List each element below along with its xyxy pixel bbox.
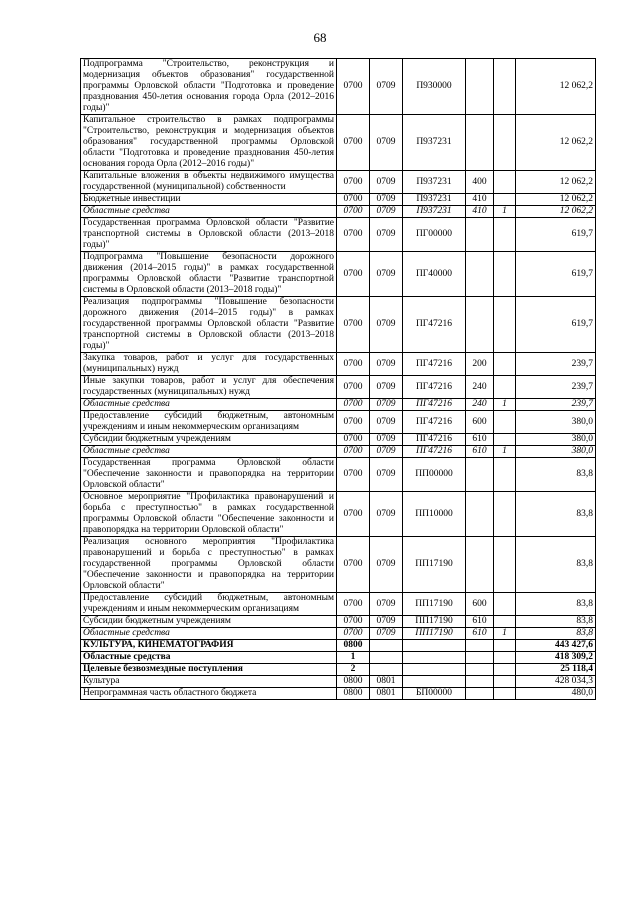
cell-section: 0700 bbox=[337, 458, 370, 492]
cell-amount: 239,7 bbox=[516, 399, 596, 411]
cell-amount: 83,8 bbox=[516, 458, 596, 492]
cell-target-article: ПП10000 bbox=[403, 492, 466, 537]
cell-section: 0700 bbox=[337, 628, 370, 640]
cell-source bbox=[494, 593, 516, 616]
cell-subsection: 0709 bbox=[370, 59, 403, 115]
cell-source bbox=[494, 59, 516, 115]
cell-subsection: 0709 bbox=[370, 376, 403, 399]
cell-amount: 12 062,2 bbox=[516, 194, 596, 206]
cell-source: 1 bbox=[494, 206, 516, 218]
table-row bbox=[81, 411, 596, 434]
cell-section: 0700 bbox=[337, 194, 370, 206]
cell-section: 0700 bbox=[337, 446, 370, 458]
cell-target-article: ПП00000 bbox=[403, 458, 466, 492]
cell-source bbox=[494, 652, 516, 664]
cell-expense-type: 240 bbox=[466, 376, 494, 399]
cell-name: Областные средства bbox=[81, 628, 337, 640]
cell-source bbox=[494, 376, 516, 399]
cell-name: Областные средства bbox=[81, 206, 337, 218]
cell-target-article bbox=[403, 640, 466, 652]
cell-target-article: ПП17190 bbox=[403, 628, 466, 640]
cell-source: 1 bbox=[494, 628, 516, 640]
cell-subsection: 0709 bbox=[370, 252, 403, 297]
cell-expense-type bbox=[466, 218, 494, 252]
cell-section: 0800 bbox=[337, 676, 370, 688]
table-row bbox=[81, 218, 596, 252]
cell-section: 0700 bbox=[337, 252, 370, 297]
cell-name: Непрограммная часть областного бюджета bbox=[81, 688, 337, 700]
cell-section: 0700 bbox=[337, 206, 370, 218]
cell-target-article: ПГ47216 bbox=[403, 376, 466, 399]
cell-name: Реализация подпрограммы "Повышение безопасности дорожного движения (2014–2015 годы)" в рамках государственной программы Орловской области "Развитие транспортной системы в Орловской области (2013–2018 годы)" bbox=[81, 297, 337, 353]
cell-source bbox=[494, 616, 516, 628]
cell-expense-type: 200 bbox=[466, 353, 494, 376]
table-row bbox=[81, 434, 596, 446]
cell-subsection: 0709 bbox=[370, 399, 403, 411]
cell-source bbox=[494, 676, 516, 688]
cell-name: Государственная программа Орловской области "Развитие транспортной системы в Орловской области (2013–2018 годы)" bbox=[81, 218, 337, 252]
cell-amount: 418 309,2 bbox=[516, 652, 596, 664]
cell-source bbox=[494, 115, 516, 171]
cell-source bbox=[494, 353, 516, 376]
cell-section: 0700 bbox=[337, 297, 370, 353]
cell-source bbox=[494, 688, 516, 700]
cell-amount: 12 062,2 bbox=[516, 59, 596, 115]
cell-name: Культура bbox=[81, 676, 337, 688]
cell-target-article: ПГ40000 bbox=[403, 252, 466, 297]
cell-amount: 239,7 bbox=[516, 376, 596, 399]
cell-source bbox=[494, 537, 516, 593]
cell-section: 0700 bbox=[337, 376, 370, 399]
cell-subsection: 0709 bbox=[370, 297, 403, 353]
cell-name: Закупка товаров, работ и услуг для государственных (муниципальных) нужд bbox=[81, 353, 337, 376]
table-row bbox=[81, 171, 596, 194]
cell-amount: 428 034,3 bbox=[516, 676, 596, 688]
cell-subsection: 0709 bbox=[370, 194, 403, 206]
cell-name: Капитальные вложения в объекты недвижимого имущества государственной (муниципальной) собственности bbox=[81, 171, 337, 194]
cell-expense-type bbox=[466, 664, 494, 676]
cell-expense-type bbox=[466, 640, 494, 652]
cell-section: 1 bbox=[337, 652, 370, 664]
cell-subsection bbox=[370, 652, 403, 664]
cell-name: Основное мероприятие "Профилактика правонарушений и борьба с преступностью" в рамках государственной программы Орловской области "Обеспечение законности и правопорядка на территории Орловской области" bbox=[81, 492, 337, 537]
table-row bbox=[81, 353, 596, 376]
cell-section: 0700 bbox=[337, 537, 370, 593]
cell-name: Государственная программа Орловской области "Обеспечение законности и правопорядка на территории Орловской области" bbox=[81, 458, 337, 492]
table-row bbox=[81, 492, 596, 537]
cell-subsection: 0709 bbox=[370, 206, 403, 218]
cell-amount: 12 062,2 bbox=[516, 171, 596, 194]
cell-expense-type: 600 bbox=[466, 411, 494, 434]
budget-table bbox=[80, 58, 596, 700]
cell-section: 0700 bbox=[337, 593, 370, 616]
cell-target-article: БП00000 bbox=[403, 688, 466, 700]
cell-subsection bbox=[370, 640, 403, 652]
table-row bbox=[81, 664, 596, 676]
cell-source bbox=[494, 194, 516, 206]
cell-target-article: П937231 bbox=[403, 194, 466, 206]
cell-source bbox=[494, 252, 516, 297]
cell-subsection: 0709 bbox=[370, 616, 403, 628]
cell-target-article: ПГ47216 bbox=[403, 353, 466, 376]
cell-expense-type bbox=[466, 115, 494, 171]
cell-subsection: 0709 bbox=[370, 628, 403, 640]
cell-section: 0700 bbox=[337, 492, 370, 537]
cell-name: Субсидии бюджетным учреждениям bbox=[81, 616, 337, 628]
cell-name: Областные средства bbox=[81, 446, 337, 458]
cell-expense-type: 610 bbox=[466, 628, 494, 640]
table-row bbox=[81, 59, 596, 115]
cell-expense-type: 600 bbox=[466, 593, 494, 616]
table-row bbox=[81, 593, 596, 616]
cell-expense-type: 410 bbox=[466, 206, 494, 218]
cell-source bbox=[494, 171, 516, 194]
cell-amount: 25 118,4 bbox=[516, 664, 596, 676]
cell-subsection: 0709 bbox=[370, 458, 403, 492]
cell-subsection: 0801 bbox=[370, 676, 403, 688]
cell-name: Предоставление субсидий бюджетным, автономным учреждениям и иным некоммерческим организациям bbox=[81, 411, 337, 434]
cell-amount: 619,7 bbox=[516, 297, 596, 353]
cell-amount: 83,8 bbox=[516, 616, 596, 628]
table-row bbox=[81, 458, 596, 492]
cell-subsection: 0709 bbox=[370, 353, 403, 376]
table-row bbox=[81, 376, 596, 399]
cell-amount: 480,0 bbox=[516, 688, 596, 700]
cell-subsection: 0709 bbox=[370, 492, 403, 537]
cell-source bbox=[494, 640, 516, 652]
cell-source bbox=[494, 664, 516, 676]
cell-amount: 380,0 bbox=[516, 434, 596, 446]
table-row bbox=[81, 194, 596, 206]
cell-section: 0700 bbox=[337, 411, 370, 434]
cell-target-article: ПП17190 bbox=[403, 593, 466, 616]
cell-source: 1 bbox=[494, 399, 516, 411]
cell-target-article: ПП17190 bbox=[403, 616, 466, 628]
cell-expense-type: 240 bbox=[466, 399, 494, 411]
cell-expense-type bbox=[466, 59, 494, 115]
table-row bbox=[81, 206, 596, 218]
cell-expense-type bbox=[466, 458, 494, 492]
cell-subsection: 0709 bbox=[370, 537, 403, 593]
cell-subsection: 0709 bbox=[370, 218, 403, 252]
table-row bbox=[81, 399, 596, 411]
cell-section: 0700 bbox=[337, 616, 370, 628]
cell-target-article bbox=[403, 652, 466, 664]
table-row bbox=[81, 640, 596, 652]
table-row bbox=[81, 628, 596, 640]
table-row bbox=[81, 537, 596, 593]
cell-target-article: ПГ47216 bbox=[403, 434, 466, 446]
table-row bbox=[81, 115, 596, 171]
cell-expense-type bbox=[466, 297, 494, 353]
cell-expense-type: 610 bbox=[466, 616, 494, 628]
cell-expense-type: 610 bbox=[466, 446, 494, 458]
cell-amount: 83,8 bbox=[516, 628, 596, 640]
cell-source bbox=[494, 218, 516, 252]
cell-amount: 83,8 bbox=[516, 593, 596, 616]
cell-section: 0700 bbox=[337, 434, 370, 446]
cell-name: Областные средства bbox=[81, 399, 337, 411]
cell-expense-type: 610 bbox=[466, 434, 494, 446]
cell-subsection bbox=[370, 664, 403, 676]
cell-target-article: П937231 bbox=[403, 171, 466, 194]
cell-target-article: ПП17190 bbox=[403, 537, 466, 593]
cell-amount: 443 427,6 bbox=[516, 640, 596, 652]
budget-table-body bbox=[81, 59, 596, 700]
cell-target-article bbox=[403, 664, 466, 676]
cell-section: 2 bbox=[337, 664, 370, 676]
cell-amount: 619,7 bbox=[516, 252, 596, 297]
cell-expense-type bbox=[466, 688, 494, 700]
cell-name: Подпрограмма "Строительство, реконструкция и модернизация объектов образования" государственной программы Орловской области "Подготовка и проведение празднования 450-летия основания города Орла (2012–2016 годы)" bbox=[81, 59, 337, 115]
cell-name: Целевые безвозмездные поступления bbox=[81, 664, 337, 676]
cell-section: 0700 bbox=[337, 59, 370, 115]
cell-target-article bbox=[403, 676, 466, 688]
cell-target-article: ПГ47216 bbox=[403, 411, 466, 434]
cell-amount: 380,0 bbox=[516, 411, 596, 434]
cell-section: 0700 bbox=[337, 353, 370, 376]
cell-target-article: ПГ00000 bbox=[403, 218, 466, 252]
cell-name: Капитальное строительство в рамках подпрограммы "Строительство, реконструкция и модернизация объектов образования" государственной программы Орловской области "Подготовка и проведение празднования 450-летия основания города Орла (2012–2016 годы)" bbox=[81, 115, 337, 171]
cell-subsection: 0709 bbox=[370, 434, 403, 446]
cell-name: Областные средства bbox=[81, 652, 337, 664]
cell-section: 0700 bbox=[337, 115, 370, 171]
cell-target-article: П937231 bbox=[403, 115, 466, 171]
cell-source bbox=[494, 411, 516, 434]
table-row bbox=[81, 297, 596, 353]
table-row bbox=[81, 688, 596, 700]
table-row bbox=[81, 616, 596, 628]
cell-subsection: 0709 bbox=[370, 593, 403, 616]
cell-amount: 83,8 bbox=[516, 537, 596, 593]
cell-target-article: ПГ47216 bbox=[403, 446, 466, 458]
cell-amount: 239,7 bbox=[516, 353, 596, 376]
cell-target-article: ПГ47216 bbox=[403, 297, 466, 353]
cell-name: КУЛЬТУРА, КИНЕМАТОГРАФИЯ bbox=[81, 640, 337, 652]
table-row bbox=[81, 446, 596, 458]
cell-section: 0700 bbox=[337, 399, 370, 411]
cell-section: 0800 bbox=[337, 640, 370, 652]
cell-expense-type bbox=[466, 652, 494, 664]
cell-subsection: 0709 bbox=[370, 115, 403, 171]
cell-expense-type bbox=[466, 252, 494, 297]
cell-amount: 380,0 bbox=[516, 446, 596, 458]
cell-expense-type bbox=[466, 676, 494, 688]
cell-subsection: 0709 bbox=[370, 446, 403, 458]
cell-name: Предоставление субсидий бюджетным, автономным учреждениям и иным некоммерческим организациям bbox=[81, 593, 337, 616]
cell-target-article: ПГ47216 bbox=[403, 399, 466, 411]
table-row bbox=[81, 252, 596, 297]
cell-amount: 619,7 bbox=[516, 218, 596, 252]
cell-name: Реализация основного мероприятия "Профилактика правонарушений и борьба с преступностью" в рамках государственной программы Орловской области "Обеспечение законности и правопорядка на территории Орловской области" bbox=[81, 537, 337, 593]
cell-name: Иные закупки товаров, работ и услуг для обеспечения государственных (муниципальных) нужд bbox=[81, 376, 337, 399]
cell-subsection: 0709 bbox=[370, 411, 403, 434]
cell-name: Подпрограмма "Повышение безопасности дорожного движения (2014–2015 годы)" в рамках государственной программы Орловской области "Развитие транспортной системы в Орловской области (2013–2018 годы)" bbox=[81, 252, 337, 297]
cell-amount: 83,8 bbox=[516, 492, 596, 537]
cell-subsection: 0801 bbox=[370, 688, 403, 700]
cell-target-article: П930000 bbox=[403, 59, 466, 115]
cell-source bbox=[494, 297, 516, 353]
table-row bbox=[81, 676, 596, 688]
cell-amount: 12 062,2 bbox=[516, 115, 596, 171]
cell-name: Субсидии бюджетным учреждениям bbox=[81, 434, 337, 446]
cell-source bbox=[494, 458, 516, 492]
cell-source: 1 bbox=[494, 446, 516, 458]
cell-section: 0700 bbox=[337, 218, 370, 252]
cell-amount: 12 062,2 bbox=[516, 206, 596, 218]
cell-section: 0700 bbox=[337, 171, 370, 194]
page-number: 68 bbox=[313, 30, 327, 45]
cell-source bbox=[494, 434, 516, 446]
cell-target-article: П937231 bbox=[403, 206, 466, 218]
cell-subsection: 0709 bbox=[370, 171, 403, 194]
cell-expense-type: 410 bbox=[466, 194, 494, 206]
cell-expense-type bbox=[466, 537, 494, 593]
table-row bbox=[81, 652, 596, 664]
cell-expense-type bbox=[466, 492, 494, 537]
cell-source bbox=[494, 492, 516, 537]
cell-name: Бюджетные инвестиции bbox=[81, 194, 337, 206]
cell-section: 0800 bbox=[337, 688, 370, 700]
cell-expense-type: 400 bbox=[466, 171, 494, 194]
